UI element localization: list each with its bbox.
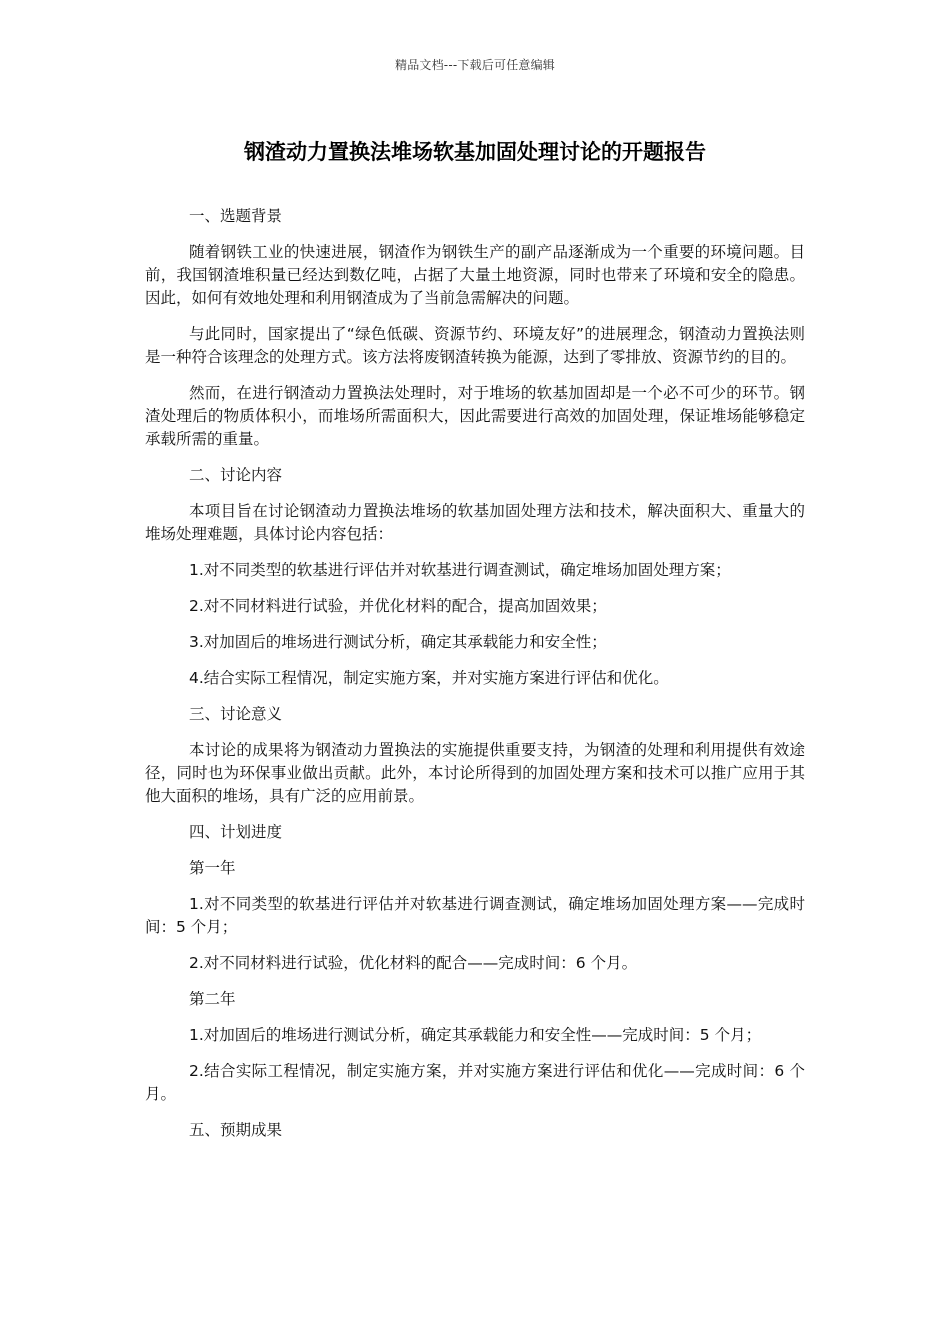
paragraph: 本讨论的成果将为钢渣动力置换法的实施提供重要支持，为钢渣的处理和利用提供有效途径，同时也为环保事业做出贡献。此外，本讨论所得到的加固处理方案和技术可以推广应用于其他大面积的堆场，具有广泛的应用前景。	[145, 741, 805, 805]
year-label-second: 第二年	[189, 990, 236, 1008]
section-heading-expected-results: 五、预期成果	[189, 1121, 283, 1139]
paragraph: 然而，在进行钢渣动力置换法处理时，对于堆场的软基加固却是一个必不可少的环节。钢渣处理后的物质体积小，而堆场所需面积大，因此需要进行高效的加固处理，保证堆场能够稳定承载所需的重量。	[145, 384, 805, 448]
section-heading-research-content: 二、讨论内容	[189, 466, 283, 484]
list-item: 2.对不同材料进行试验，并优化材料的配合，提高加固效果；	[189, 597, 607, 615]
paragraph: 与此同时，国家提出了“绿色低碳、资源节约、环境友好”的进展理念，钢渣动力置换法则是一种符合该理念的处理方式。该方法将废钢渣转换为能源，达到了零排放、资源节约的目的。	[145, 325, 805, 366]
list-item: 1.对不同类型的软基进行评估并对软基进行调查测试，确定堆场加固处理方案——完成时间：5 个月；	[145, 895, 805, 936]
page-header-note: 精品文档---下载后可任意编辑	[395, 58, 555, 72]
list-item: 3.对加固后的堆场进行测试分析，确定其承载能力和安全性；	[189, 633, 607, 651]
paragraph: 本项目旨在讨论钢渣动力置换法堆场的软基加固处理方法和技术，解决面积大、重量大的堆场处理难题，具体讨论内容包括：	[145, 502, 805, 543]
list-item: 1.对加固后的堆场进行测试分析，确定其承载能力和安全性——完成时间：5 个月；	[189, 1026, 762, 1044]
paragraph: 随着钢铁工业的快速进展，钢渣作为钢铁生产的副产品逐渐成为一个重要的环境问题。目前，我国钢渣堆积量已经达到数亿吨，占据了大量土地资源，同时也带来了环境和安全的隐患。因此，如何有效地处理和利用钢渣成为了当前急需解决的问题。	[145, 243, 805, 307]
list-item: 2.对不同材料进行试验，优化材料的配合——完成时间：6 个月。	[189, 954, 638, 972]
document-title: 钢渣动力置换法堆场软基加固处理讨论的开题报告	[244, 140, 706, 164]
list-item: 2.结合实际工程情况，制定实施方案，并对实施方案进行评估和优化——完成时间：6 个月。	[145, 1062, 805, 1103]
section-heading-significance: 三、讨论意义	[189, 705, 283, 723]
document-body	[145, 205, 805, 1155]
year-label-first: 第一年	[189, 859, 236, 877]
list-item: 1.对不同类型的软基进行评估并对软基进行调查测试，确定堆场加固处理方案；	[189, 561, 731, 579]
section-heading-background: 一、选题背景	[189, 207, 283, 225]
list-item: 4.结合实际工程情况，制定实施方案，并对实施方案进行评估和优化。	[189, 669, 669, 687]
section-heading-schedule: 四、计划进度	[189, 823, 283, 841]
